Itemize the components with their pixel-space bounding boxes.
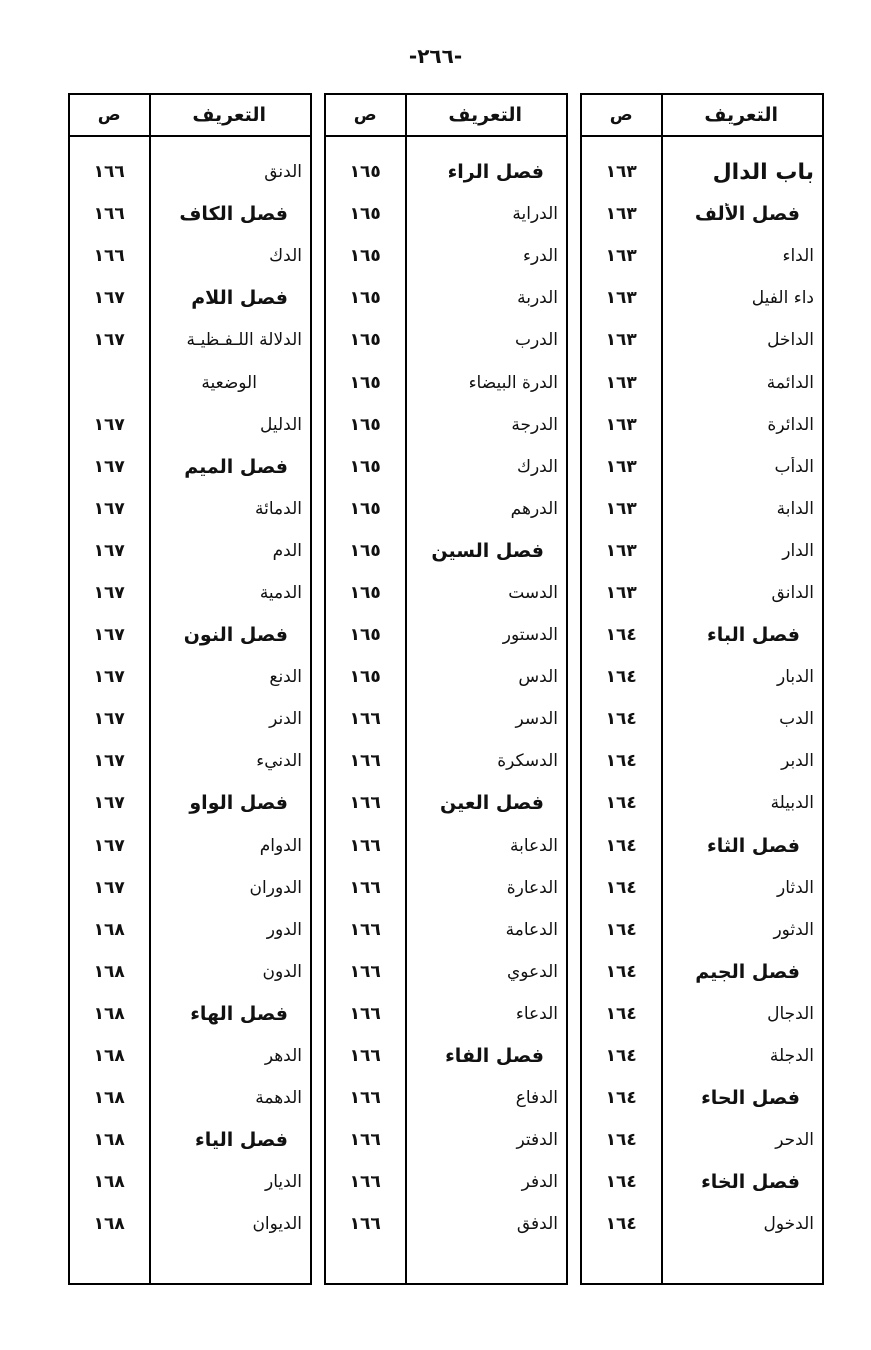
- page-cell: ١٦٣: [605, 498, 637, 519]
- page-cell: ١٦٤: [605, 1046, 637, 1067]
- page-cell: ١٦٧: [93, 751, 125, 772]
- page-cell: ١٦٤: [605, 793, 637, 814]
- table-row: [582, 277, 822, 319]
- page-cell: ١٦٧: [93, 288, 125, 309]
- term-cell: الدرب: [514, 330, 558, 351]
- table-row: [582, 319, 822, 361]
- table-row: [582, 614, 822, 656]
- page-cell: ١٦٦: [349, 919, 381, 940]
- table-row: [582, 656, 822, 698]
- page-cell: ١٦٥: [349, 498, 381, 519]
- term-cell: الدربة: [517, 288, 558, 309]
- table-row: [326, 656, 566, 698]
- table-row: [326, 446, 566, 488]
- header-term: التعريف: [704, 104, 779, 126]
- term-cell: الدون: [262, 961, 302, 982]
- page-cell: ١٦٧: [93, 667, 125, 688]
- page-cell: ١٦٦: [349, 961, 381, 982]
- table-row: [70, 404, 310, 446]
- table-header: [326, 95, 566, 137]
- page-cell: ١٦٦: [349, 835, 381, 856]
- term-cell: الدبر: [781, 751, 814, 772]
- term-cell: الدم: [272, 540, 302, 561]
- table-row: [326, 319, 566, 361]
- term-cell: الديار: [265, 1172, 302, 1193]
- table-row: [70, 951, 310, 993]
- term-cell: الدستور: [502, 625, 558, 646]
- table-row: [582, 698, 822, 740]
- table-row: [326, 698, 566, 740]
- term-cell: الدخول: [763, 1214, 814, 1235]
- table-row: [582, 1077, 822, 1119]
- page-cell: ١٦٦: [349, 751, 381, 772]
- term-cell: الدعارة: [506, 877, 558, 898]
- section-heading: فصل الخاء: [701, 1171, 800, 1194]
- table-row: [70, 446, 310, 488]
- page-cell: ١٦٥: [349, 414, 381, 435]
- section-heading: فصل النون: [183, 624, 288, 647]
- table-row: [582, 825, 822, 867]
- page-cell: ١٦٤: [605, 1003, 637, 1024]
- section-heading: فصل اللام: [191, 287, 288, 310]
- table-row: [582, 909, 822, 951]
- table-row: [582, 867, 822, 909]
- table-row: [326, 361, 566, 403]
- page-cell: ١٦٧: [93, 835, 125, 856]
- table-row: [70, 909, 310, 951]
- table-row: [326, 1119, 566, 1161]
- page-cell: ١٦٦: [93, 162, 125, 183]
- header-page: ص: [609, 105, 633, 125]
- page-cell: ١٦٦: [349, 1046, 381, 1067]
- term-cell: الدمائة: [255, 498, 302, 519]
- table-row: [582, 740, 822, 782]
- table-row: [326, 951, 566, 993]
- table-row: [326, 614, 566, 656]
- table-row: [70, 1077, 310, 1119]
- term-cell: الدرك: [516, 456, 558, 477]
- term-cell: الدعوي: [506, 961, 558, 982]
- term-cell: الدفق: [516, 1214, 558, 1235]
- table-row: [70, 614, 310, 656]
- page-cell: ١٦٣: [605, 540, 637, 561]
- term-cell: الدراية: [512, 204, 558, 225]
- term-cell: الدحر: [775, 1130, 814, 1151]
- table-row: [326, 277, 566, 319]
- page-cell: ١٦٥: [349, 288, 381, 309]
- page-cell: ١٦٣: [605, 246, 637, 267]
- section-heading: فصل الباء: [707, 624, 800, 647]
- header-term: التعريف: [448, 104, 523, 126]
- table-row: [70, 277, 310, 319]
- page-cell: ١٦٨: [93, 1046, 125, 1067]
- term-cell: الدهمة: [255, 1088, 302, 1109]
- table-row: [582, 572, 822, 614]
- page-cell: ١٦٣: [605, 372, 637, 393]
- page-cell: ١٦٣: [605, 162, 637, 183]
- table-header: [582, 95, 822, 137]
- section-heading: فصل الثاء: [707, 834, 800, 857]
- table-row: [326, 909, 566, 951]
- term-cell: الدور: [266, 919, 302, 940]
- table-row: [70, 740, 310, 782]
- section-heading: فصل السين: [431, 539, 544, 562]
- page-cell: ١٦٤: [605, 667, 637, 688]
- page-cell: ١٦٤: [605, 625, 637, 646]
- page-cell: ١٦٥: [349, 667, 381, 688]
- page-cell: ١٦٦: [349, 1003, 381, 1024]
- table-row: [326, 404, 566, 446]
- page-cell: ١٦٧: [93, 709, 125, 730]
- table-row: [582, 1119, 822, 1161]
- page-cell: ١٦٨: [93, 1088, 125, 1109]
- page-cell: ١٦٦: [349, 1088, 381, 1109]
- page-cell: ١٦٣: [605, 330, 637, 351]
- table-row: [326, 867, 566, 909]
- table-row: [70, 782, 310, 824]
- term-cell: الدبيلة: [770, 793, 814, 814]
- term-cell: الدثار: [777, 877, 814, 898]
- page-cell: ١٦٤: [605, 919, 637, 940]
- term-cell: الدجال: [767, 1003, 814, 1024]
- section-heading: فصل الهاء: [190, 1002, 288, 1025]
- term-cell: الدسكرة: [497, 751, 558, 772]
- page-cell: ١٦٣: [605, 288, 637, 309]
- term-cell: الدار: [782, 540, 814, 561]
- term-cell: الدرء: [522, 246, 558, 267]
- table-row: [70, 572, 310, 614]
- page-cell: ١٦٥: [349, 246, 381, 267]
- page-cell: ١٦٥: [349, 625, 381, 646]
- section-heading: فصل الجيم: [695, 960, 800, 983]
- index-table: [324, 93, 568, 1285]
- section-heading: فصل العين: [440, 792, 544, 815]
- table-row: [326, 993, 566, 1035]
- table-header: [70, 95, 310, 137]
- table-row: [70, 698, 310, 740]
- page-cell: ١٦٣: [605, 204, 637, 225]
- section-heading: باب الدال: [712, 159, 814, 185]
- page-cell: ١٦٨: [93, 1172, 125, 1193]
- index-tables: [68, 93, 824, 1285]
- term-cell: الدانق: [771, 582, 814, 603]
- term-cell: الدرجة: [511, 414, 558, 435]
- term-cell: الدهر: [264, 1046, 302, 1067]
- section-heading: فصل الواو: [189, 792, 288, 815]
- table-row: [582, 1035, 822, 1077]
- section-heading: فصل الألف: [694, 203, 800, 226]
- page-cell: ١٦٨: [93, 1003, 125, 1024]
- table-row: [582, 530, 822, 572]
- section-heading: فصل الياء: [195, 1129, 288, 1152]
- table-row: [70, 993, 310, 1035]
- term-cell: الدسر: [515, 709, 558, 730]
- page-cell: ١٦٧: [93, 330, 125, 351]
- header-term: التعريف: [192, 104, 267, 126]
- section-heading: فصل الفاء: [445, 1045, 544, 1068]
- page-cell: ١٦٨: [93, 1214, 125, 1235]
- header-page: ص: [353, 105, 377, 125]
- term-cell: الدب: [779, 709, 814, 730]
- term-cell: الدفر: [521, 1172, 558, 1193]
- term-cell: الدبار: [777, 667, 814, 688]
- table-row: [70, 1161, 310, 1203]
- table-body: [70, 137, 310, 1245]
- table-row: [326, 740, 566, 782]
- table-row: [70, 235, 310, 277]
- page-cell: ١٦٤: [605, 961, 637, 982]
- page-cell: ١٦٣: [605, 456, 637, 477]
- table-row: [326, 530, 566, 572]
- table-row: [70, 1119, 310, 1161]
- page-cell: ١٦٧: [93, 540, 125, 561]
- term-cell: الدعابة: [510, 835, 558, 856]
- page-cell: ١٦٥: [349, 372, 381, 393]
- page-number: -٢٦٦-: [408, 44, 463, 68]
- table-row: [582, 361, 822, 403]
- table-row: [70, 825, 310, 867]
- table-row: [582, 951, 822, 993]
- table-row: [326, 1035, 566, 1077]
- term-cell: الدمية: [259, 582, 302, 603]
- table-row: [582, 404, 822, 446]
- page-cell: ١٦٦: [93, 204, 125, 225]
- term-cell: الدائرة: [767, 414, 814, 435]
- table-row: [70, 530, 310, 572]
- table-row: [70, 867, 310, 909]
- page-cell: ١٦٥: [349, 162, 381, 183]
- table-row: [70, 1203, 310, 1245]
- table-row: [582, 193, 822, 235]
- term-cell: الدنر: [269, 709, 302, 730]
- table-row: [70, 361, 310, 403]
- page-cell: ١٦٥: [349, 540, 381, 561]
- term-cell: الدفتر: [516, 1130, 558, 1151]
- page-cell: ١٦٤: [605, 1172, 637, 1193]
- index-table: [68, 93, 312, 1285]
- page-cell: ١٦٤: [605, 1088, 637, 1109]
- term-cell: الدست: [508, 582, 558, 603]
- term-cell: الدنق: [264, 162, 302, 183]
- page-cell: ١٦٧: [93, 625, 125, 646]
- table-row: [582, 446, 822, 488]
- table-row: [326, 782, 566, 824]
- page-cell: ١٦٧: [93, 498, 125, 519]
- table-row: [582, 1161, 822, 1203]
- table-row: [326, 235, 566, 277]
- table-row: [326, 1077, 566, 1119]
- term-cell: الداء: [782, 246, 814, 267]
- page-cell: ١٦٤: [605, 1214, 637, 1235]
- term-cell: داء الفيل: [751, 288, 814, 309]
- table-row: [70, 1035, 310, 1077]
- term-cell: الدأب: [774, 456, 814, 477]
- page-cell: ١٦٧: [93, 456, 125, 477]
- term-cell: الدنع: [269, 667, 302, 688]
- page-cell: ١٦٥: [349, 204, 381, 225]
- term-cell: الدجلة: [769, 1046, 814, 1067]
- table-body: [326, 137, 566, 1245]
- term-cell: الدثور: [773, 919, 814, 940]
- page-cell: ١٦٧: [93, 582, 125, 603]
- page-cell: ١٦٧: [93, 414, 125, 435]
- table-row: [70, 319, 310, 361]
- term-cell: الدرة البيضاء: [468, 372, 558, 393]
- table-row: [582, 151, 822, 193]
- table-row: [582, 488, 822, 530]
- term-cell: الوضعية: [201, 372, 257, 393]
- table-row: [326, 1161, 566, 1203]
- page-cell: ١٦٨: [93, 919, 125, 940]
- page-cell: ١٦٣: [605, 582, 637, 603]
- section-heading: فصل الميم: [184, 455, 288, 478]
- page-cell: ١٦٤: [605, 877, 637, 898]
- term-cell: الداخل: [767, 330, 814, 351]
- page-cell: ١٦٦: [349, 793, 381, 814]
- term-cell: الدفاع: [515, 1088, 558, 1109]
- page-cell: ١٦٦: [349, 1172, 381, 1193]
- term-cell: الدليل: [259, 414, 302, 435]
- table-row: [582, 235, 822, 277]
- term-cell: الدرهم: [510, 498, 558, 519]
- page-cell: ١٦٥: [349, 456, 381, 477]
- page-cell: ١٦٥: [349, 330, 381, 351]
- term-cell: الدنيء: [256, 751, 302, 772]
- page-cell: ١٦٤: [605, 751, 637, 772]
- table-row: [70, 488, 310, 530]
- page-cell: ١٦٨: [93, 1130, 125, 1151]
- term-cell: الدس: [518, 667, 558, 688]
- table-row: [70, 656, 310, 698]
- table-row: [70, 193, 310, 235]
- term-cell: الديوان: [252, 1214, 302, 1235]
- page-cell: ١٦٦: [349, 1214, 381, 1235]
- index-table: [580, 93, 824, 1285]
- table-row: [326, 1203, 566, 1245]
- section-heading: فصل الحاء: [701, 1087, 800, 1110]
- page-cell: ١٦٤: [605, 1130, 637, 1151]
- table-body: [582, 137, 822, 1245]
- page-cell: ١٦٦: [349, 877, 381, 898]
- page-cell: ١٦٥: [349, 582, 381, 603]
- table-row: [326, 193, 566, 235]
- header-page: ص: [97, 105, 121, 125]
- term-cell: الدك: [269, 246, 302, 267]
- page-cell: ١٦٤: [605, 709, 637, 730]
- page-cell: ١٦٦: [349, 1130, 381, 1151]
- table-row: [582, 782, 822, 824]
- term-cell: الدعاء: [515, 1003, 558, 1024]
- term-cell: الدائمة: [766, 372, 814, 393]
- table-row: [70, 151, 310, 193]
- table-row: [326, 572, 566, 614]
- table-row: [582, 993, 822, 1035]
- term-cell: الدوران: [249, 877, 302, 898]
- page-cell: ١٦٣: [605, 414, 637, 435]
- table-row: [326, 488, 566, 530]
- table-row: [326, 825, 566, 867]
- term-cell: الدوام: [259, 835, 302, 856]
- table-row: [326, 151, 566, 193]
- section-heading: فصل الكاف: [179, 203, 288, 226]
- term-cell: الدعامة: [505, 919, 558, 940]
- page-cell: ١٦٦: [349, 709, 381, 730]
- page-cell: ١٦٤: [605, 835, 637, 856]
- term-cell: الدلالة اللـفـظيـة: [186, 330, 302, 351]
- page-cell: ١٦٧: [93, 793, 125, 814]
- page-cell: ١٦٦: [93, 246, 125, 267]
- page-cell: ١٦٨: [93, 961, 125, 982]
- table-row: [582, 1203, 822, 1245]
- section-heading: فصل الراء: [447, 161, 544, 184]
- page-cell: ١٦٧: [93, 877, 125, 898]
- term-cell: الدابة: [776, 498, 814, 519]
